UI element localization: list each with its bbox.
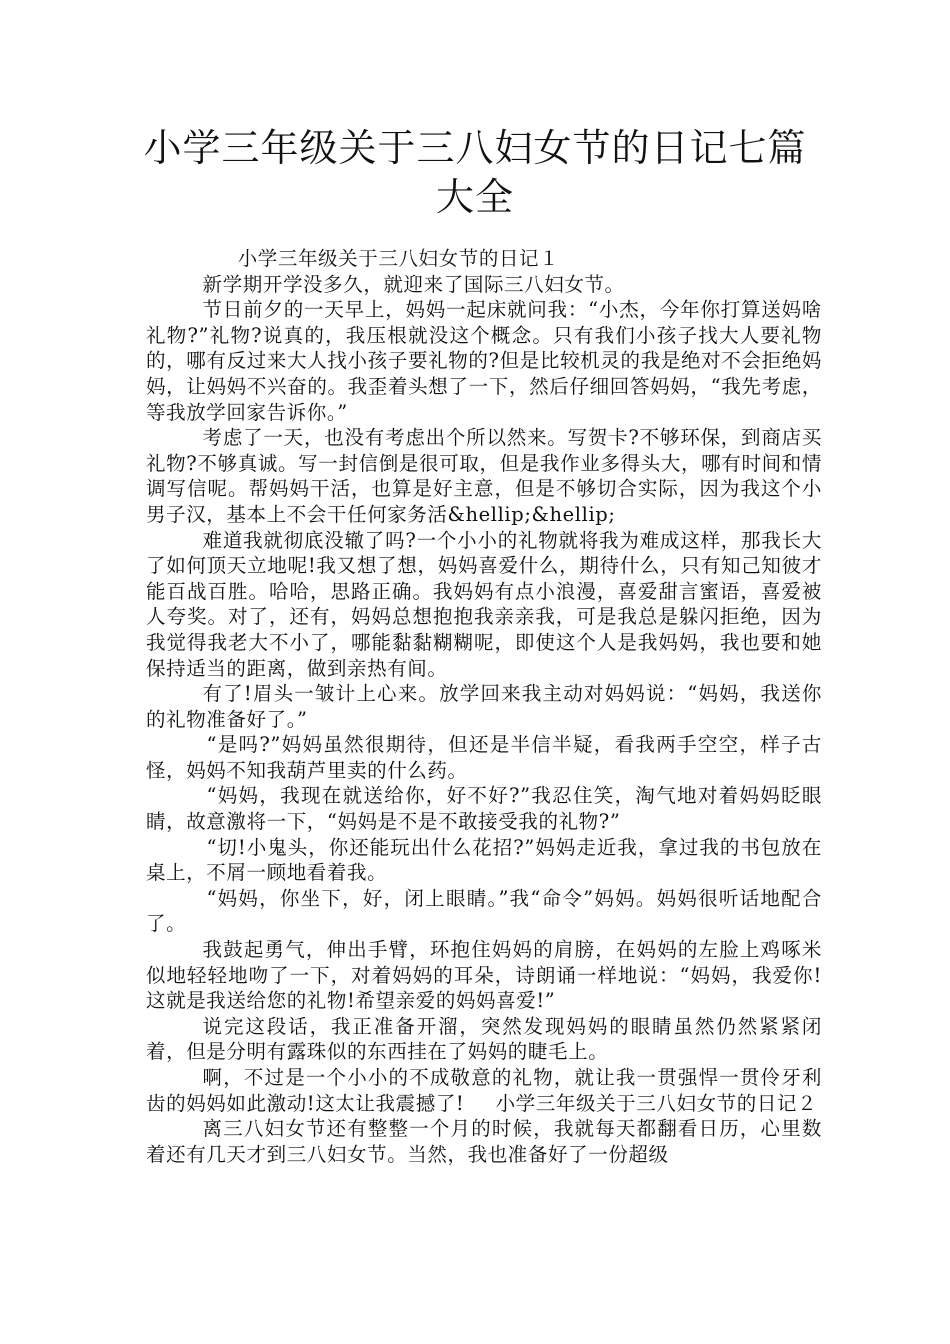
paragraph-with-heading: [146, 1065, 822, 1116]
paragraph: 难道我就彻底没辙了吗?一个小小的礼物就将我为难成这样，那我长大了如何顶天立地呢!我又想了想，妈妈喜爱什么，期待什么，只有知己知彼才能百战百胜。哈哈，思路正确。我妈妈有点小浪漫，喜爱甜言蜜语，喜爱被人夸奖。对了，还有，妈妈总想抱抱我亲亲我，可是我总是躲闪拒绝，因为我觉得我老大不小了，哪能黏黏糊糊呢，即使这个人是我妈妈，我也要和她保持适当的距离，做到亲热有间。: [146, 528, 822, 680]
paragraph: 节日前夕的一天早上，妈妈一起床就问我：“小杰，今年你打算送妈啥礼物?”礼物?说真的，我压根就没这个概念。只有我们小孩子找大人要礼物的，哪有反过来大人找小孩子要礼物的?但是比较机灵的我是绝对不会拒绝妈妈，让妈妈不兴奋的。我歪着头想了一下，然后仔细回答妈妈，“我先考虑，等我放学回家告诉你。”: [146, 298, 822, 424]
paragraph: 说完这段话，我正准备开溜，突然发现妈妈的眼睛虽然仍然紧紧闭着，但是分明有露珠似的东西挂在了妈妈的睫毛上。: [146, 1014, 822, 1064]
paragraph: 新学期开学没多久，就迎来了国际三八妇女节。: [202, 272, 625, 296]
paragraph: 考虑了一天，也没有考虑出个所以然来。写贺卡?不够环保，到商店买礼物?不够真诚。写一封信倒是很可取，但是我作业多得头大，哪有时间和情调写信呢。帮妈妈干活，也算是好主意，但是不够切合实际，因为我这个小男子汉，基本上不会干任何家务活&hellip;&hellip;: [146, 426, 822, 526]
paragraph-text: 啊，不过是一个小小的不成敬意的礼物，就让我一贯强悍一贯伶牙利齿的妈妈如此激动!这太让我震撼了!: [146, 1066, 822, 1115]
document-title: 小学三年级关于三八妇女节的日记七篇大全: [143, 126, 807, 219]
document-body: [146, 246, 822, 1167]
entry-heading: 小学三年级关于三八妇女节的日记２: [495, 1091, 818, 1115]
paragraph: 离三八妇女节还有整整一个月的时候，我就每天都翻看日历，心里数着还有几天才到三八妇女节。当然，我也准备好了一份超级: [146, 1117, 822, 1166]
paragraph: “切!小鬼头，你还能玩出什么花招?”妈妈走近我，拿过我的书包放在桌上，不屑一顾地看着我。: [146, 835, 822, 885]
paragraph: 有了!眉头一皱计上心来。放学回来我主动对妈妈说：“妈妈，我送你的礼物准备好了。”: [146, 682, 822, 731]
paragraph: “妈妈，你坐下，好，闭上眼睛。”我“命令”妈妈。妈妈很听话地配合了。: [146, 886, 822, 936]
entry-heading: 小学三年级关于三八妇女节的日记１: [237, 247, 560, 270]
paragraph: “是吗?”妈妈虽然很期待，但还是半信半疑，看我两手空空，样子古怪，妈妈不知我葫芦里卖的什么药。: [146, 733, 822, 782]
paragraph: 我鼓起勇气，伸出手臂，环抱住妈妈的肩膀，在妈妈的左脸上鸡啄米似地轻轻地吻了一下，对着妈妈的耳朵，诗朗诵一样地说：“妈妈，我爱你!这就是我送给您的礼物!希望亲爱的妈妈喜爱!”: [146, 938, 822, 1013]
paragraph: “妈妈，我现在就送给你，好不好?”我忍住笑，淘气地对着妈妈眨眼睛，故意激将一下，“妈妈是不是不敢接受我的礼物?”: [146, 784, 822, 834]
